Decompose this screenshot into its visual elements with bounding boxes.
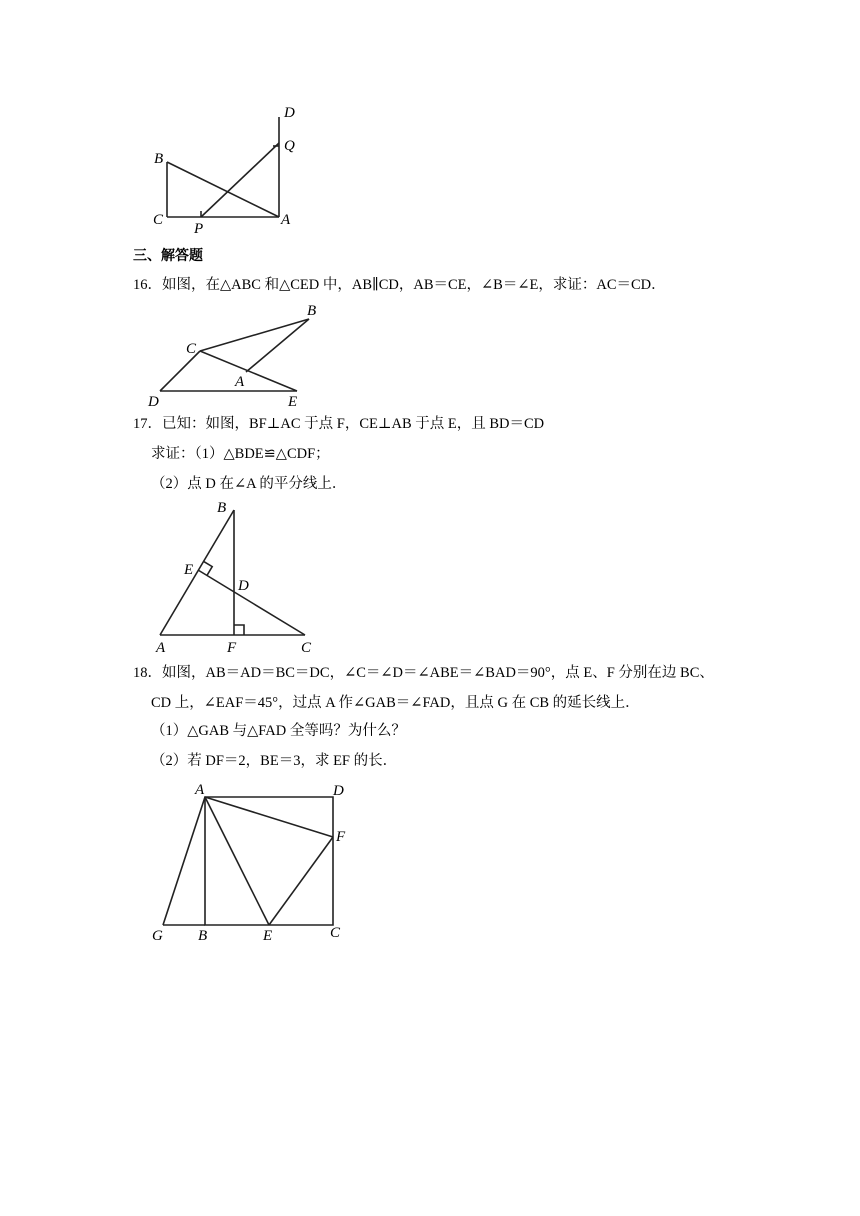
label-a: A: [195, 782, 205, 798]
problem-18-line1: 18．如图，AB＝AD＝BC＝DC，∠C＝∠D＝∠ABE＝∠BAD＝90°，点 E、F 分别在边 BC、: [133, 665, 714, 681]
label-q: Q: [284, 138, 295, 154]
label-b: B: [307, 303, 317, 319]
problem-18-line4: （2）若 DF＝2，BE＝3，求 EF 的长．: [151, 753, 398, 769]
label-a: A: [281, 212, 291, 228]
problem-18-line3: （1）△GAB 与△FAD 全等吗？为什么？: [151, 723, 406, 739]
segment-ab: [160, 510, 234, 635]
problem-17-line1: 17．已知：如图，BF⊥AC 于点 F，CE⊥AB 于点 E，且 BD＝CD: [133, 416, 545, 432]
right-angle-f: [234, 625, 244, 635]
label-c: C: [301, 640, 312, 656]
problem-16-text: 16．如图，在△ABC 和△CED 中，AB∥CD，AB＝CE，∠B＝∠E，求证：AC＝CD．: [133, 277, 666, 293]
segment-ae: [205, 797, 269, 925]
label-e: E: [263, 928, 273, 944]
label-a: A: [156, 640, 166, 656]
label-d: D: [333, 783, 344, 799]
segment-dc: [160, 351, 200, 391]
segment-af: [205, 797, 333, 837]
label-e: E: [288, 394, 298, 410]
segment-ba: [246, 319, 309, 372]
label-c: C: [330, 925, 341, 941]
segment-ce: [200, 351, 297, 391]
segment-pq: [201, 143, 279, 217]
label-f: F: [227, 640, 237, 656]
figure-16: [140, 298, 340, 410]
figure-15: [140, 100, 320, 235]
problem-18-line2: CD 上，∠EAF＝45°，过点 A 作∠GAB＝∠FAD，且点 G 在 CB 的延长线上．: [151, 695, 640, 711]
label-a: A: [235, 374, 245, 390]
segment-ag: [163, 797, 205, 925]
label-e: E: [184, 562, 194, 578]
label-c: C: [153, 212, 164, 228]
problem-17-line3: （2）点 D 在∠A 的平分线上．: [151, 476, 347, 492]
problem-17-line2: 求证：（1）△BDE≌△CDF；: [151, 446, 330, 462]
section-heading: 三、解答题: [133, 248, 203, 264]
label-d: D: [238, 578, 249, 594]
figure-18: [145, 780, 365, 950]
segment-ec: [198, 570, 305, 635]
label-b: B: [217, 500, 227, 516]
segment-cb: [200, 319, 309, 351]
label-g: G: [152, 928, 163, 944]
label-b: B: [198, 928, 208, 944]
label-d: D: [284, 105, 295, 121]
label-f: F: [336, 829, 346, 845]
figure-17: [150, 498, 330, 658]
segment-ef: [269, 837, 333, 925]
label-b: B: [154, 151, 164, 167]
label-d: D: [148, 394, 159, 410]
label-p: P: [194, 221, 204, 237]
label-c: C: [186, 341, 197, 357]
segment-ba: [167, 162, 279, 217]
